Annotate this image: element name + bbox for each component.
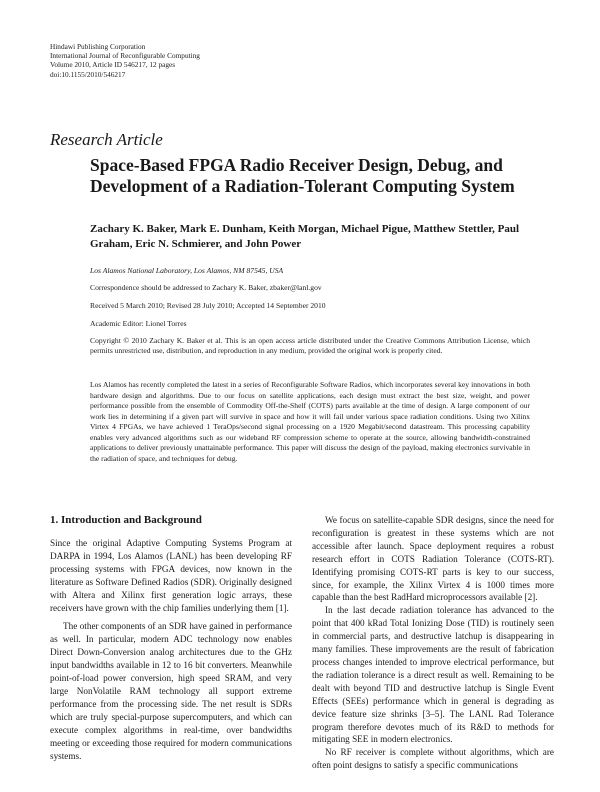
journal-header (50, 42, 200, 79)
paragraph: The other components of an SDR have gained in performance as well. In particular, modern ADC technology now enables Direct Down-Conversion analog architectures due to the GHz input bandwidths available in 12 to 16 bit converters. Meanwhile point-of-load power conversion, high speed SRAM, and very large NonVolatile RAM technology all support extreme performance from the processing side. The net result is SDRs which are truly special-purpose supercomputers, and which can execute complex algorithms in real-time, over bandwidths meeting or exceeding those required for modern communications systems. (50, 621, 292, 761)
section-heading: 1. Introduction and Background (50, 514, 202, 526)
academic-editor: Academic Editor: Lionel Torres (90, 319, 187, 328)
journal-name: International Journal of Reconfigurable Computing (50, 51, 200, 61)
right-column (312, 514, 554, 772)
dates: Received 5 March 2010; Revised 28 July 2010; Accepted 14 September 2010 (90, 301, 326, 310)
paper-title: Space-Based FPGA Radio Receiver Design, Debug, and Development of a Radiation-Tolerant Computing System (90, 155, 515, 196)
article-type: Research Article (50, 130, 163, 149)
paragraph: We focus on satellite-capable SDR designs, since the need for reconfiguration is greatest in these systems which are not accessible after launch. Space deployment requires a robust research effort in COTS Radiation Tolerance (COTS-RT). Identifying promising COTS-RT parts is key to our success, since, for example, the Xilinx Virtex 4 is 1000 times more capable than the best RadHard microprocessors available [2]. (312, 515, 554, 603)
paragraph: Since the original Adaptive Computing Systems Program at DARPA in 1994, Los Alamos (LANL) has been developing RF processing systems with FPGA devices, now known in the literature as Software Defined Radios (SDR). Originally designed with Altera and Xilinx first generation logic arrays, these receivers have grown with the chip families underlying them [1]. (50, 538, 292, 613)
volume-info: Volume 2010, Article ID 546217, 12 pages (50, 60, 176, 70)
paragraph: In the last decade radiation tolerance has advanced to the point that 400 kRad Total Ionizing Dose (TID) is routinely seen in commercial parts, and destructive latchup is disappearing in many families. These improvements are the result of fabrication process changes intended to improve electrical performance, but the radiation tolerance is a direct result as well. Remaining to be dealt with beyond TID and destructive latchup is Single Event Effects (SEEs) performance which in general is degrading as device feature size shrinks [3–5]. The LANL Rad Tolerance program therefore devotes much of its R&D to methods for mitigating SEE in modern electronics. (312, 605, 554, 745)
affiliation: Los Alamos National Laboratory, Los Alamos, NM 87545, USA (90, 266, 284, 275)
publisher: Hindawi Publishing Corporation (50, 42, 146, 51)
doi: doi:10.1155/2010/546217 (50, 69, 126, 79)
abstract: Los Alamos has recently completed the latest in a series of Reconfigurable Software Radios, which incorporates several key innovations in both hardware design and algorithms. Due to our focus on satellite applications, each design must extract the best size, weight, and power performance possible from the ensemble of Commodity Off-the-Shelf (COTS) parts available at the time of design. A large component of our work lies in determining if a given part will survive in space and how it will fail under various space radiation conditions. Using two Xilinx Virtex 4 FPGAs, we have achieved 1 TeraOps/second signal processing on a 1920 Megabit/second datastream. This processing capability enables very advanced algorithms such as our wideband RF compression scheme to operate at the source, allowing bandwidth-constrained applications to deliver previously unattainable performance. This paper will discuss the design of the payload, making electronics survivable in the radiation of space, and techniques for debug. (90, 380, 530, 463)
authors: Zachary K. Baker, Mark E. Dunham, Keith Morgan, Michael Pigue, Matthew Stettler, Paul Graham, Eric N. Schmierer, and John Power (90, 223, 520, 250)
left-column (50, 537, 292, 762)
copyright: Copyright © 2010 Zachary K. Baker et al. This is an open access article distributed under the Creative Commons Attribution License, which permits unrestricted use, distribution, and reproduction in any medium, provided the original work is properly cited. (90, 336, 530, 355)
correspondence: Correspondence should be addressed to Zachary K. Baker, zbaker@lanl.gov (90, 283, 322, 292)
paragraph: No RF receiver is complete without algorithms, which are often point designs to satisfy a specific communications (312, 747, 554, 771)
